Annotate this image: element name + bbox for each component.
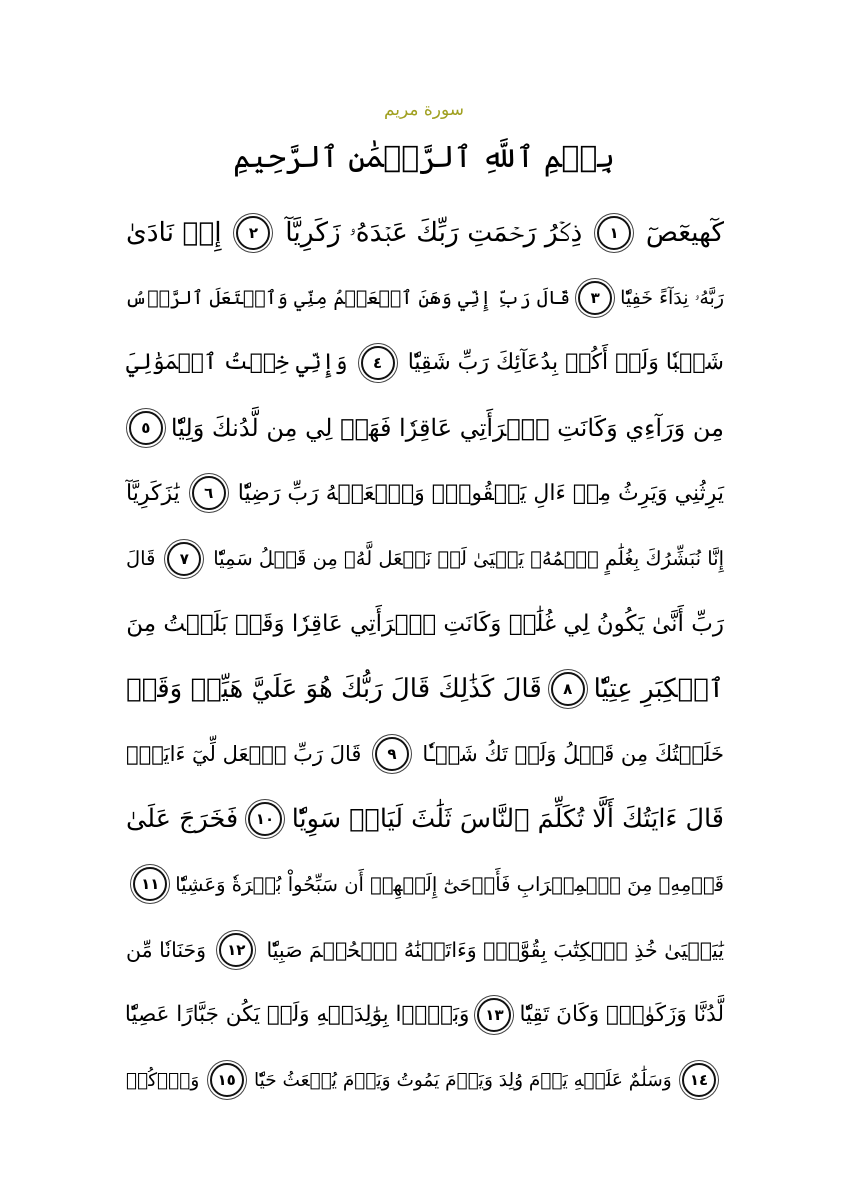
ayah-text: قَالَ ءَايَتُكَ أَلَّا تُكَلِّمَ ٱلنَّاسَ ثَلَٰثَ لَيَالٖ سَوِيّٗا xyxy=(291,804,724,835)
ayah-text: شَيۡبٗا وَلَمۡ أَكُنۢ بِدُعَآئِكَ رَبِّ شَقِيّٗا xyxy=(407,350,724,376)
ayah-text: يَٰزَكَرِيَّآ xyxy=(126,480,180,506)
ayah-number-marker: ١١ xyxy=(133,867,167,901)
ayah-number-marker: ٧ xyxy=(167,542,201,576)
ayah-number-marker: ١٥ xyxy=(210,1063,244,1097)
text-line xyxy=(126,852,724,917)
text-line xyxy=(126,526,724,591)
ayah-number-marker: ٦ xyxy=(192,476,226,510)
quran-text-block xyxy=(126,200,724,1113)
ayah-number-marker: ٥ xyxy=(129,411,163,445)
ayah-number-marker: ٩ xyxy=(375,737,409,771)
ayah-text: وَسَلَٰمٌ عَلَيۡهِ يَوۡمَ وُلِدَ وَيَوۡمَ يَمُوتُ وَيَوۡمَ يُبۡعَثُ حَيّٗا xyxy=(253,1069,672,1091)
ayah-number-marker: ١٢ xyxy=(219,933,253,967)
text-line xyxy=(126,917,724,982)
ayah-number-marker: ٣ xyxy=(578,281,612,315)
basmala: بِسۡمِ ٱللَّهِ ٱلرَّحۡمَٰنِ ٱلرَّحِيمِ xyxy=(233,140,615,175)
ayah-number-marker: ٢ xyxy=(236,216,270,250)
surah-title: سورة مريم xyxy=(383,100,465,120)
text-line xyxy=(126,591,724,656)
ayah-text: يَٰيَحۡيَىٰ خُذِ ٱلۡكِتَٰبَ بِقُوَّةٖۖ وَءَاتَيۡنَٰهُ ٱلۡحُكۡمَ صَبِيّٗا xyxy=(266,937,724,962)
ayah-text: كٓهيعٓصٓ xyxy=(645,217,724,249)
ayah-text: إِنَّا نُبَشِّرُكَ بِغُلَٰمٍ ٱسۡمُهُۥ يَحۡيَىٰ لَمۡ نَجۡعَل لَّهُۥ مِن قَبۡلُ سَمِيّٗا xyxy=(213,547,724,571)
text-line xyxy=(126,656,724,721)
ayah-text: قَالَ رَبِّ إِنِّي وَهَنَ ٱلۡعَظۡمُ مِنِّي وَٱشۡتَعَلَ ٱلرَّأۡسُ xyxy=(124,286,571,309)
ayah-text: قَوۡمِهِۦ مِنَ ٱلۡمِحۡرَابِ فَأَوۡحَىٰٓ إِلَيۡهِمۡ أَن سَبِّحُواْ بُكۡرَةٗ وَعَشِيّٗا xyxy=(175,872,724,896)
ayah-text: رَبَّهُۥ نِدَآءً خَفِيّٗا xyxy=(620,286,724,309)
ayah-text: قَالَ xyxy=(126,547,156,571)
ayah-number-marker: ١٠ xyxy=(248,802,282,836)
ayah-text: وَإِنِّي خِفۡتُ ٱلۡمَوَٰلِيَ xyxy=(126,350,348,376)
text-line xyxy=(126,461,724,526)
ayah-text: يَرِثُنِي وَيَرِثُ مِنۡ ءَالِ يَعۡقُوبَۖ وَٱجۡعَلۡهُ رَبِّ رَضِيّٗا xyxy=(237,480,724,506)
ayah-text: ٱلۡكِبَرِ عِتِيّٗا xyxy=(593,673,724,704)
ayah-text: قَالَ رَبِّ ٱجۡعَل لِّيٓ ءَايَةٗۚ xyxy=(126,742,362,767)
text-line xyxy=(126,1047,724,1112)
text-line xyxy=(126,722,724,787)
ayah-number-marker: ١٣ xyxy=(477,998,511,1032)
ayah-text: خَلَقۡتُكَ مِن قَبۡلُ وَلَمۡ تَكُ شَيۡـٔٗا xyxy=(422,742,724,767)
ayah-number-marker: ١ xyxy=(597,216,631,250)
ayah-number-marker: ٤ xyxy=(361,346,395,380)
ayah-text: لَّدُنَّا وَزَكَوٰةٗۖ وَكَانَ تَقِيّٗا xyxy=(519,1002,724,1028)
text-line xyxy=(126,200,724,265)
ayah-text: فَخَرَجَ عَلَىٰ xyxy=(126,804,239,835)
text-line xyxy=(126,396,724,461)
ayah-text: مِن وَرَآءِي وَكَانَتِ ٱمۡرَأَتِي عَاقِرٗا فَهَبۡ لِي مِن لَّدُنكَ وَلِيّٗا xyxy=(170,414,724,443)
ayah-number-marker: ١٤ xyxy=(682,1063,716,1097)
text-line xyxy=(126,265,724,330)
ayah-text: ذِكۡرُ رَحۡمَتِ رَبِّكَ عَبۡدَهُۥ زَكَرِيَّآ xyxy=(285,216,583,248)
text-line xyxy=(126,330,724,395)
ayah-text: إِذۡ نَادَىٰ xyxy=(126,217,222,249)
ayah-text: قَالَ كَذَٰلِكَ قَالَ رَبُّكَ هُوَ عَلَيَّ هَيِّنٞ وَقَدۡ xyxy=(126,673,542,704)
ayah-text: وَٱذۡكُرۡ xyxy=(126,1069,200,1091)
ayah-text: وَحَنَانٗا مِّن xyxy=(126,937,207,962)
ayah-text: رَبِّ أَنَّىٰ يَكُونُ لِي غُلَٰمٞ وَكَانَتِ ٱمۡرَأَتِي عَاقِرٗا وَقَدۡ بَلَغۡتُ مِنَ xyxy=(126,610,724,637)
ayah-text: وَبَرَّۢا بِوَٰلِدَيۡهِ وَلَمۡ يَكُن جَبَّارًا عَصِيّٗا xyxy=(124,1002,470,1028)
text-line xyxy=(126,982,724,1047)
ayah-number-marker: ٨ xyxy=(551,672,585,706)
text-line xyxy=(126,787,724,852)
